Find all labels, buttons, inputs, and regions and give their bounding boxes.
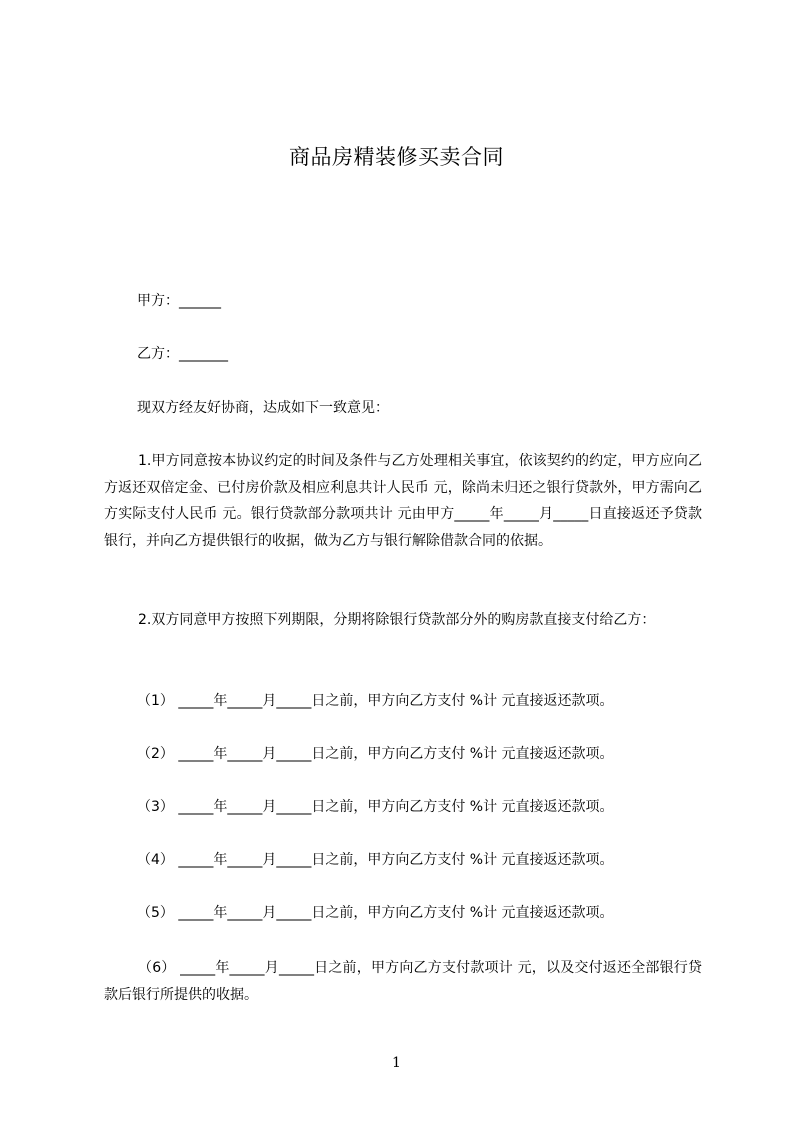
- installment-3: （3） _____年_____月_____日之前，甲方向乙方支付 %计 元直接返还款项。: [137, 799, 614, 815]
- installment-5: （5） _____年_____月_____日之前，甲方向乙方支付 %计 元直接返还款项。: [137, 905, 614, 921]
- clause-1: 1.甲方同意按本协议约定的时间及条件与乙方处理相关事宜，依该契约的约定，甲方应向乙方返还双倍定金、已付房价款及相应利息共计人民币 元，除尚未归还之银行贷款外，甲方需向乙方实际支付人民币 元。银行贷款部分款项共计 元由甲方_____年_____月_____日直接返还予贷款银行，并向乙方提供银行的收据，做为乙方与银行解除借款合同的依据。: [104, 453, 702, 549]
- installment-2: （2） _____年_____月_____日之前，甲方向乙方支付 %计 元直接返还款项。: [137, 746, 614, 762]
- installment-4: （4） _____年_____月_____日之前，甲方向乙方支付 %计 元直接返还款项。: [137, 852, 614, 868]
- document-title: 商品房精装修买卖合同: [289, 145, 504, 169]
- page-number: 1: [392, 1055, 401, 1071]
- party-b-line: 乙方：_______: [137, 346, 228, 362]
- party-a-line: 甲方：______: [137, 293, 221, 309]
- clause-2: 2.双方同意甲方按照下列期限，分期将除银行贷款部分外的购房款直接支付给乙方：: [138, 612, 656, 628]
- installment-1: （1） _____年_____月_____日之前，甲方向乙方支付 %计 元直接返还款项。: [137, 693, 614, 709]
- intro-text: 现双方经友好协商，达成如下一致意见：: [137, 400, 389, 416]
- installment-6: （6） _____年_____月_____日之前，甲方向乙方支付款项计 元，以及交付返还全部银行贷款后银行所提供的收据。: [104, 960, 702, 1003]
